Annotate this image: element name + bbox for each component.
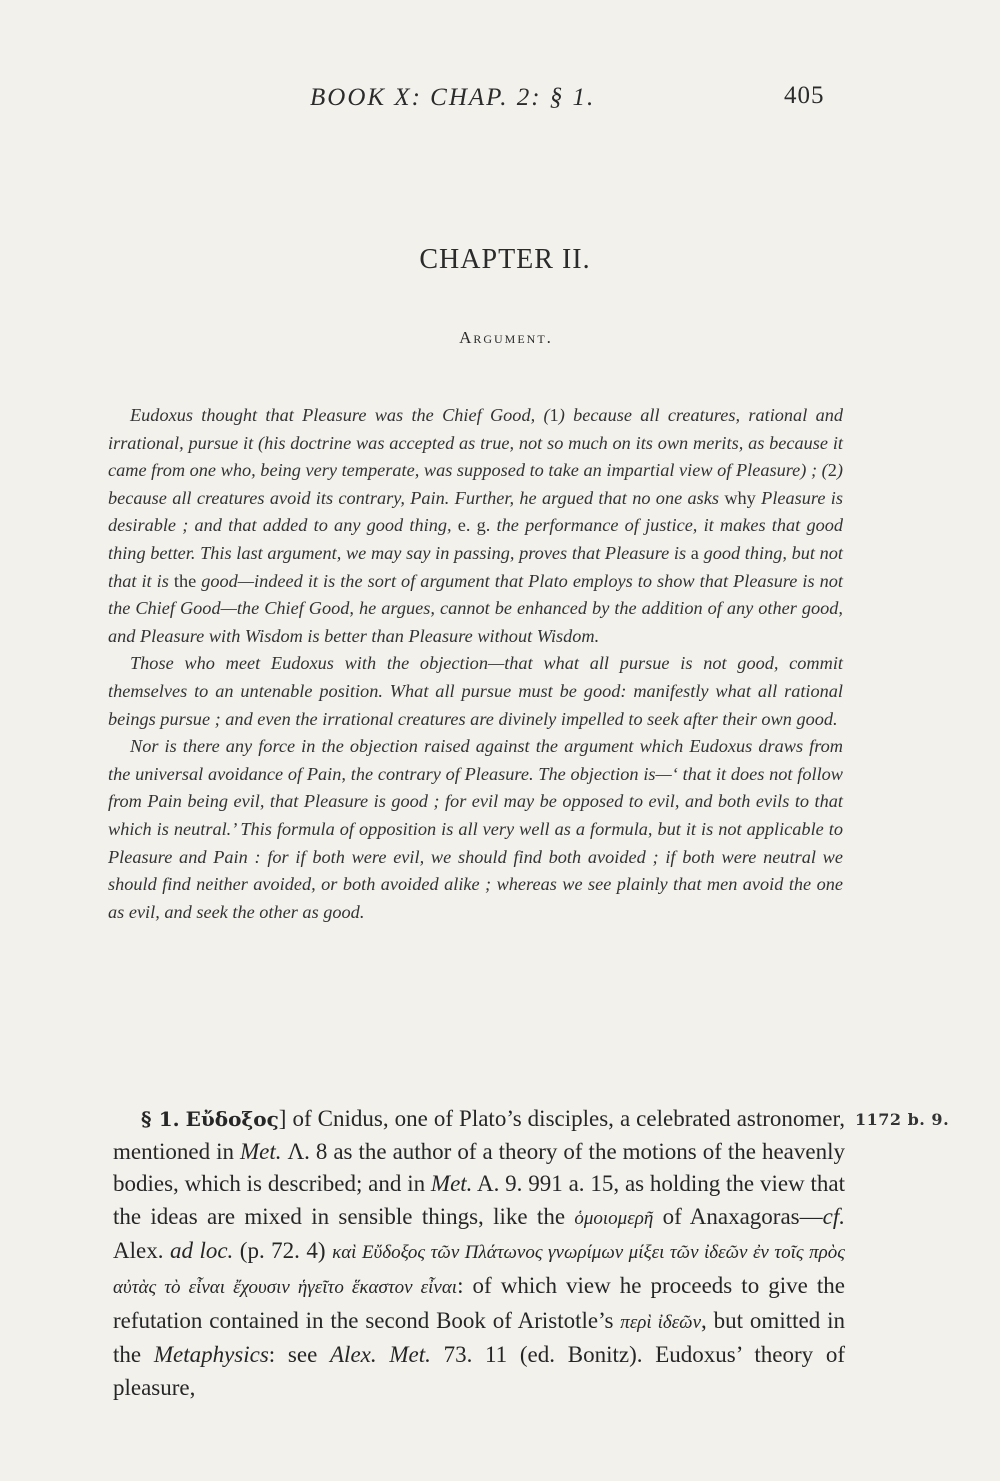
page-number: 405 <box>784 82 825 109</box>
argument-summary <box>108 402 843 926</box>
greek-title: περὶ ἰδεῶν <box>620 1311 702 1333</box>
greek-term: ὁμοιομερῆ <box>574 1207 654 1229</box>
argument-paragraph-1: Eudoxus thought that Pleasure was the Chief Good, (1) because all creatures, rational and irrational, pursue it (his doctrine was accepted as true, not so much on its own merits, as because it came from one who, being very temperate, was supposed to take an impartial view of Pleasure) ; (2) because all creatures avoid its contrary, Pain. Further, he argued that no one asks why Pleasure is desirable ; and that added to any good thing, e. g. the performance of justice, it makes that good thing better. This last argument, we may say in passing, proves that Pleasure is a good thing, but not that it is the good—indeed it is the sort of argument that Plato employs to show that Pleasure is not the Chief Good—the Chief Good, he argues, cannot be enhanced by the addition of any other good, and Pleasure with Wisdom is better than Pleasure without Wisdom. <box>108 405 844 646</box>
chapter-title: CHAPTER II. <box>419 244 591 275</box>
commentary-paragraph: § 1. Εὔδοξος] of Cnidus, one of Plato’s disciples, a celebrated astronomer, mentioned in Met. Λ. 8 as the author of a theory of the motions of the heavenly bodies, which is described; and in Met. A. 9. 991 a. 15, as holding the view that the ideas are mixed in sensible things, like the ὁμοιομερῆ of Anaxagoras—cf. Alex. ad loc. (p. 72. 4) καὶ Εὔδοξος τῶν Πλάτωνος γνωρίμων μίξει τῶν ἰδεῶν ἐν τοῖς πρὸς αὐτὰς τὸ εἶναι ἔχουσιν ἡγεῖτο ἕκαστον εἶναι: of which view he proceeds to give the refutation contained in the second Book of Aristotle’s περὶ ἰδεῶν, but omitted in the Metaphysics: see Alex. Met. 73. 11 (ed. Bonitz). Eudoxus’ theory of pleasure, <box>113 1106 845 1400</box>
running-header <box>0 84 1000 124</box>
argument-heading: Argument. <box>459 328 553 347</box>
greek-quotation: καὶ Εὔδοξος τῶν Πλάτωνος γνωρίμων μίξει τῶν ἰδεῶν ἐν τοῖς πρὸς αὐτὰς τὸ εἶναι ἔχουσιν ἡγεῖτο ἕκαστον εἶναι <box>113 1242 845 1298</box>
bekker-reference: 1172 b. 9. <box>855 1110 950 1129</box>
running-title: BOOK X: CHAP. 2: § 1. <box>310 84 596 111</box>
lemma: Εὔδοξος <box>185 1107 279 1131</box>
section-mark: § 1. <box>141 1107 180 1131</box>
argument-paragraph-2: Those who meet Eudoxus with the objection—that what all pursue is not good, commit themselves to an untenable position. What all pursue must be good: manifestly what all rational beings pursue ; and even the irrational creatures are divinely impelled to seek after their own good. <box>108 653 843 729</box>
argument-paragraph-3: Nor is there any force in the objection raised against the argument which Eudoxus draws from the universal avoidance of Pain, the contrary of Pleasure. The objection is—‘ that it does not follow from Pain being evil, that Pleasure is good ; for evil may be opposed to evil, and both evils to that which is neutral.’ This formula of opposition is all very well as a formula, but it is not applicable to Pleasure and Pain : for if both were evil, we should find both avoided ; if both were neutral we should find neither avoided, or both avoided alike ; whereas we see plainly that men avoid the one as evil, and seek the other as good. <box>108 736 843 922</box>
commentary-text <box>113 1103 845 1404</box>
